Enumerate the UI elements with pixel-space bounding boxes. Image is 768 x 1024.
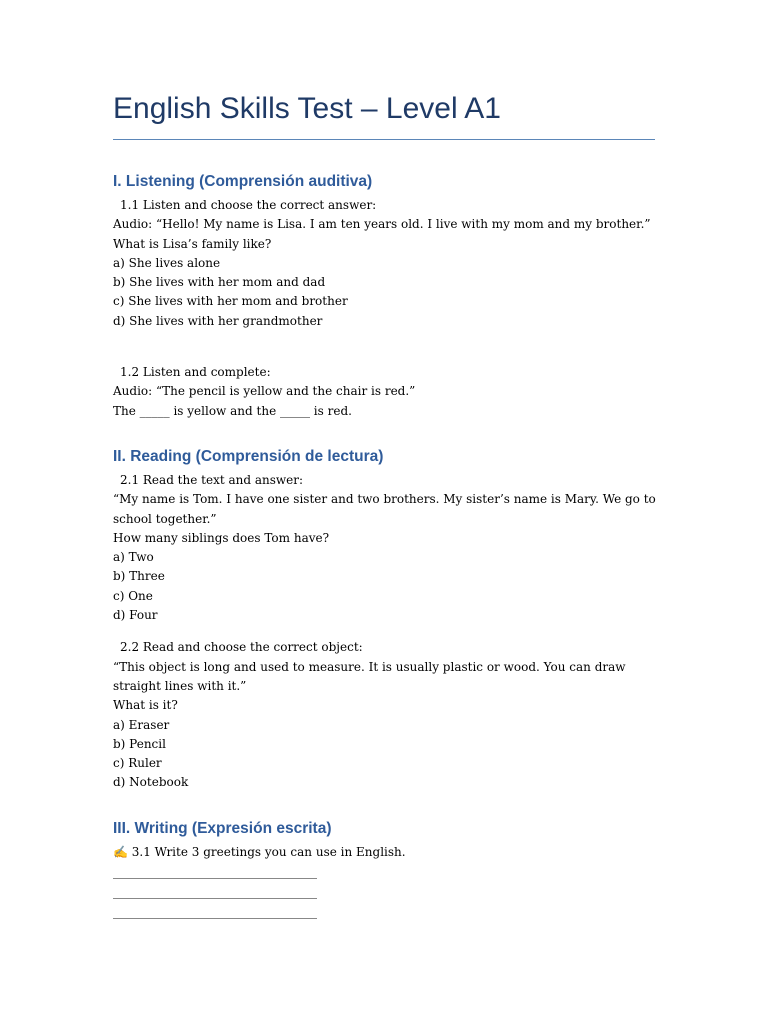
answer-option: a) Two: [113, 550, 154, 565]
reading-passage: “My name is Tom. I have one sister and two brothers. My sister’s name is Mary. We go to school together.”: [113, 492, 656, 526]
answer-blank-line[interactable]: __________________________________: [113, 865, 317, 880]
answer-blank-line[interactable]: __________________________________: [113, 885, 317, 900]
question-instruction: ✍ 3.1 Write 3 greetings you can use in English.: [113, 844, 406, 859]
audio-transcript: Audio: “Hello! My name is Lisa. I am ten years old. I live with my mom and my brother.”: [113, 217, 651, 232]
title-underline: [113, 139, 655, 140]
answer-option: b) Three: [113, 569, 165, 584]
question-instruction: 1.1 Listen and choose the correct answer:: [120, 198, 377, 212]
answer-option: a) Eraser: [113, 717, 170, 732]
question-text: What is Lisa’s family like?: [113, 236, 272, 251]
reading-passage: “This object is long and used to measure. It is usually plastic or wood. You can draw straight lines with it.”: [113, 659, 626, 693]
question-instruction: 2.1 Read the text and answer:: [120, 472, 304, 487]
answer-option: a) She lives alone: [113, 255, 221, 270]
section-heading-writing: III. Writing (Expresión escrita): [113, 819, 332, 837]
answer-option: d) Four: [113, 608, 158, 623]
question-text: What is it?: [113, 698, 178, 713]
answer-option: b) Pencil: [113, 736, 166, 751]
question-instruction: 2.2 Read and choose the correct object:: [120, 640, 363, 655]
question-instruction: 1.2 Listen and complete:: [120, 365, 271, 380]
answer-option: c) Ruler: [113, 756, 162, 771]
section-heading-listening: I. Listening (Comprensión auditiva): [113, 173, 373, 190]
answer-blank-line[interactable]: __________________________________: [113, 905, 317, 920]
answer-option: d) Notebook: [113, 775, 189, 790]
answer-option: d) She lives with her grandmother: [113, 313, 323, 328]
answer-option: c) One: [113, 588, 153, 603]
answer-option: c) She lives with her mom and brother: [113, 294, 348, 309]
document-body: [113, 170, 658, 922]
fill-in-sentence: The _____ is yellow and the _____ is red.: [113, 403, 352, 418]
answer-option: b) She lives with her mom and dad: [113, 275, 326, 290]
audio-transcript: Audio: “The pencil is yellow and the chair is red.”: [113, 384, 416, 399]
question-text: How many siblings does Tom have?: [113, 530, 330, 545]
section-heading-reading: II. Reading (Comprensión de lectura): [113, 447, 384, 465]
document-title: English Skills Test – Level A1: [113, 92, 501, 125]
